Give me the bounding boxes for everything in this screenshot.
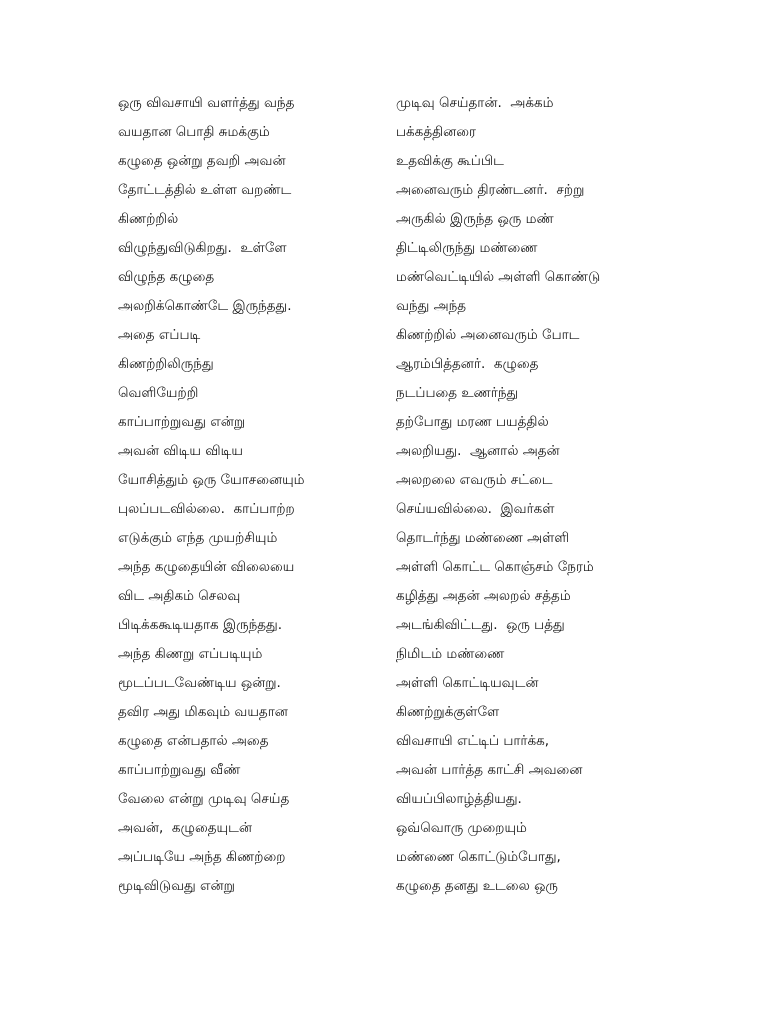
text-line: அவன் பார்த்த காட்சி அவனை bbox=[396, 762, 583, 778]
text-line: கழுதை ஒன்று தவறி அவன் bbox=[118, 153, 286, 169]
text-line: அலறிக்கொண்டே இருந்தது. bbox=[118, 298, 292, 314]
text-line: அருகில் இருந்த ஒரு மண் bbox=[396, 211, 554, 227]
text-line: அதை எப்படி bbox=[118, 327, 201, 343]
text-line: வயதான பொதி சுமக்கும் bbox=[118, 124, 270, 140]
text-line: ஒவ்வொரு முறையும் bbox=[396, 820, 527, 836]
text-line: விவசாயி எட்டிப் பார்க்க, bbox=[396, 733, 550, 749]
text-line: கிணற்றிலிருந்து bbox=[118, 356, 214, 372]
text-line: கிணற்றுக்குள்ளே bbox=[396, 704, 500, 720]
text-line: கழுதை என்பதால் அதை bbox=[118, 733, 269, 749]
text-line: நடப்பதை உணர்ந்து bbox=[396, 385, 519, 401]
text-line: புலப்படவில்லை. காப்பாற்ற bbox=[118, 501, 295, 517]
text-line: யோசித்தும் ஒரு யோசனையும் bbox=[118, 472, 305, 488]
text-line: அந்த கிணறு எப்படியும் bbox=[118, 646, 263, 662]
text-line: விழுந்த கழுதை bbox=[118, 269, 215, 285]
text-line: பிடிக்ககூடியதாக இருந்தது. bbox=[118, 617, 283, 633]
text-line: மண்ணை கொட்டும்போது, bbox=[396, 849, 561, 865]
text-line: வந்து அந்த bbox=[396, 298, 467, 314]
text-line: அவன், கழுதையுடன் bbox=[118, 820, 252, 836]
text-line: காப்பாற்றுவது என்று bbox=[118, 414, 246, 430]
text-line: அலறலை எவரும் சட்டை bbox=[396, 472, 553, 488]
text-line: அனைவரும் திரண்டனர். சற்று bbox=[396, 182, 585, 198]
text-line: அடங்கிவிட்டது. ஒரு பத்து bbox=[396, 617, 565, 633]
text-line: கழுதை தனது உடலை ஒரு bbox=[396, 878, 558, 894]
text-line: மூடப்படவேண்டிய ஒன்று. bbox=[118, 675, 281, 691]
text-line: விட அதிகம் செலவு bbox=[118, 588, 241, 604]
text-line: கழித்து அதன் அலறல் சத்தம் bbox=[396, 588, 571, 604]
text-line: அள்ளி கொட்டியவுடன் bbox=[396, 675, 539, 691]
text-line: வெளியேற்றி bbox=[118, 385, 199, 401]
text-line: அலறியது. ஆனால் அதன் bbox=[396, 443, 560, 459]
text-line: அந்த கழுதையின் விலையை bbox=[118, 559, 295, 575]
text-line: கிணற்றில் bbox=[118, 211, 179, 227]
text-line: திட்டிலிருந்து மண்ணை bbox=[396, 240, 538, 256]
text-line: நிமிடம் மண்ணை bbox=[396, 646, 505, 662]
text-line: வேலை என்று முடிவு செய்த bbox=[118, 791, 290, 807]
text-line: செய்யவில்லை. இவர்கள் bbox=[396, 501, 555, 517]
text-line: தற்போது மரண பயத்தில் bbox=[396, 414, 549, 430]
text-line: ஆரம்பித்தனர். கழுதை bbox=[396, 356, 539, 372]
text-line: அப்படியே அந்த கிணற்றை bbox=[118, 849, 286, 865]
left-text-column bbox=[118, 89, 380, 901]
text-line: தோட்டத்தில் உள்ள வறண்ட bbox=[118, 182, 292, 198]
text-line: தொடர்ந்து மண்ணை அள்ளி bbox=[396, 530, 570, 546]
text-line: எடுக்கும் எந்த முயற்சியும் bbox=[118, 530, 278, 546]
text-line: மூடிவிடுவது என்று bbox=[118, 878, 235, 894]
text-line: அள்ளி கொட்ட கொஞ்சம் நேரம் bbox=[396, 559, 594, 575]
text-line: அவன் விடிய விடிய bbox=[118, 443, 243, 459]
text-line: காப்பாற்றுவது வீண் bbox=[118, 762, 241, 778]
text-line: உதவிக்கு கூப்பிட bbox=[396, 153, 504, 169]
text-line: ஒரு விவசாயி வளர்த்து வந்த bbox=[118, 95, 295, 111]
right-text-column bbox=[396, 89, 726, 901]
text-line: தவிர அது மிகவும் வயதான bbox=[118, 704, 288, 720]
text-line: பக்கத்தினரை bbox=[396, 124, 477, 140]
text-line: மண்வெட்டியில் அள்ளி கொண்டு bbox=[396, 269, 601, 285]
text-line: கிணற்றில் அனைவரும் போட bbox=[396, 327, 580, 343]
text-line: விழுந்துவிடுகிறது. உள்ளே bbox=[118, 240, 287, 256]
text-line: வியப்பிலாழ்த்தியது. bbox=[396, 791, 522, 807]
text-line: முடிவு செய்தான். அக்கம் bbox=[396, 95, 554, 111]
